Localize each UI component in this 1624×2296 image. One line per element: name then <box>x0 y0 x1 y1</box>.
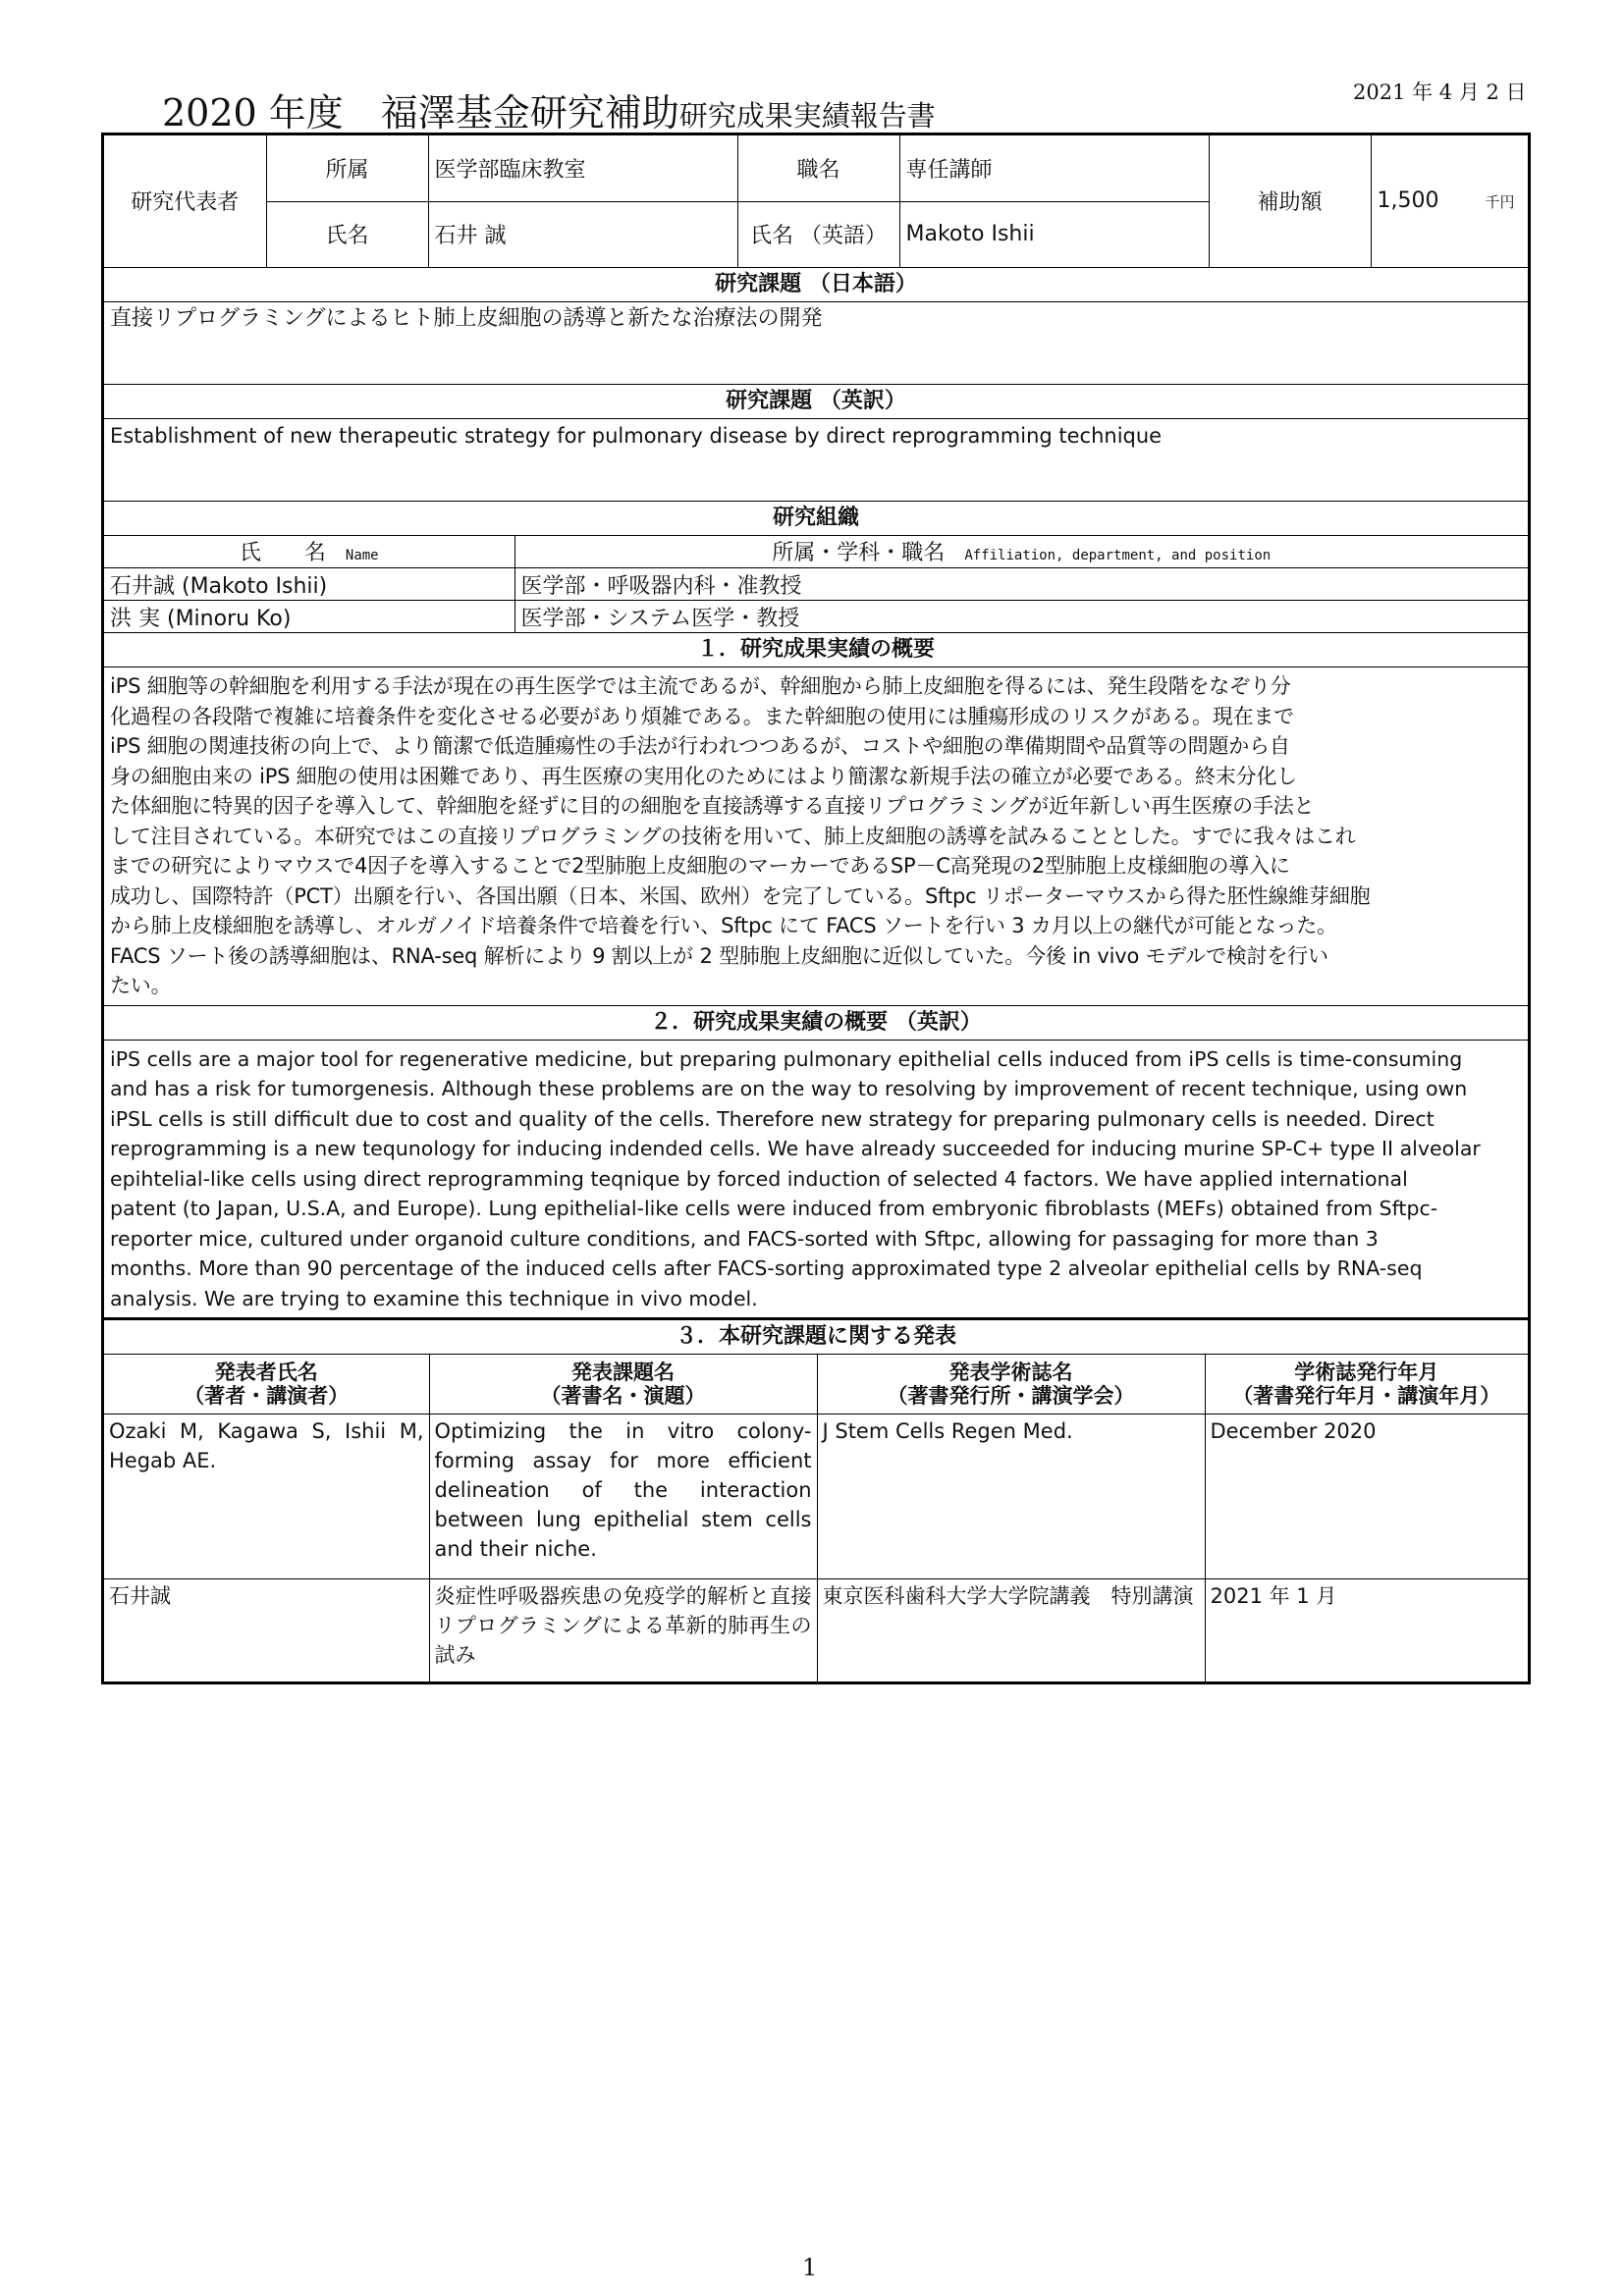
affiliation-label: 所属 <box>266 135 428 201</box>
summary-jp-line: 身の細胞由来の iPS 細胞の使用は困難であり、再生医療の実用化のためにはより簡潔な新規手法の確立が必要である。終末分化し <box>110 764 1297 788</box>
representative-info-table <box>104 135 1528 268</box>
pub-col-authors <box>104 1355 429 1414</box>
summary-jp-line: 化過程の各段階で複雑に培養条件を変化させる必要があり煩雑である。また幹細胞の使用には腫瘍形成のリスクがある。現在まで <box>110 704 1294 728</box>
report-title <box>162 82 936 136</box>
page-number: 1 <box>802 2254 818 2281</box>
pub-date: 2021 年 1 月 <box>1205 1578 1528 1682</box>
name-en-label: 氏名 （英語） <box>737 201 899 267</box>
name-label: 氏名 <box>266 201 428 267</box>
summary-jp-line: FACS ソート後の誘導細胞は、RNA-seq 解析により 9 割以上が 2 型肺胞上皮細胞に近似していた。今後 in vivo モデルで検討を行い <box>110 943 1328 968</box>
org-col-affil-jp: 所属・学科・職名 <box>772 541 946 566</box>
position-label: 職名 <box>737 135 899 201</box>
table-row <box>104 1414 1528 1578</box>
topic-jp-text: 直接リプログラミングによるヒト肺上皮細胞の誘導と新たな治療法の開発 <box>104 302 1528 385</box>
summary-jp-body <box>104 667 1528 1006</box>
representative-label: 研究代表者 <box>104 135 266 267</box>
publications-table <box>104 1355 1528 1682</box>
summary-en-line: epihtelial-like cells using direct reprogramming teqnique by forced induction of selected 4 factors. We have applied international <box>110 1166 1408 1191</box>
member-name: 洪 実 (Minoru Ko) <box>104 601 514 633</box>
summary-en-heading: ２．研究成果実績の概要 （英訳） <box>104 1006 1528 1041</box>
pub-journal: 東京医科歯科大学大学院講義 特別講演 <box>817 1578 1205 1682</box>
report-title-sub: 研究成果実績報告書 <box>678 99 936 133</box>
summary-en-line: iPS cells are a major tool for regenerative medicine, but preparing pulmonary epithelial cells induced from iPS cells is time-consuming <box>110 1046 1463 1071</box>
summary-jp-line: iPS 細胞等の幹細胞を利用する手法が現在の再生医学では主流であるが、幹細胞から肺上皮細胞を得るには、発生段階をなぞり分 <box>110 674 1291 698</box>
summary-jp-line: iPS 細胞の関連技術の向上で、より簡潔で低造腫瘍性の手法が行われつつあるが、コストや細胞の準備期間や品質等の問題から自 <box>110 734 1290 758</box>
report-form <box>101 133 1531 1684</box>
grant-label: 補助額 <box>1209 135 1371 267</box>
member-affil: 医学部・システム医学・教授 <box>514 601 1528 633</box>
summary-jp-line: から肺上皮様細胞を誘導し、オルガノイド培養条件で培養を行い、Sftpc にて FACS ソートを行い 3 カ月以上の継代が可能となった。 <box>110 914 1337 937</box>
position-value: 専任講師 <box>899 135 1209 201</box>
report-title-main: 2020 年度 福澤基金研究補助 <box>162 91 679 134</box>
member-name: 石井誠 (Makoto Ishii) <box>104 568 514 601</box>
topic-en-heading: 研究課題 （英訳） <box>104 385 1528 419</box>
table-row <box>104 568 1528 601</box>
table-row <box>104 1578 1528 1682</box>
report-date: 2021 年 4 月 2 日 <box>1353 80 1527 104</box>
pub-col-date-2: （著書発行年月・講演年月） <box>1232 1383 1501 1408</box>
topic-en-text: Establishment of new therapeutic strategy for pulmonary disease by direct reprogramming technique <box>104 419 1528 502</box>
summary-en-line: and has a risk for tumorgenesis. Although these problems are on the way to resolving by improvement of recent technique, using own <box>110 1077 1468 1100</box>
topic-jp-heading: 研究課題 （日本語） <box>104 268 1528 302</box>
summary-jp-line: た体細胞に特異的因子を導入して、幹細胞を経ずに目的の細胞を直接誘導する直接リプログラミングが近年新しい再生医療の手法と <box>110 794 1315 818</box>
pub-title: 炎症性呼吸器疾患の免疫学的解析と直接リプログラミングによる革新的肺再生の試み <box>429 1578 817 1682</box>
pub-date: December 2020 <box>1205 1414 1528 1578</box>
org-col-affil <box>514 536 1528 568</box>
org-col-name-en: Name <box>345 548 379 564</box>
org-col-affil-en: Affiliation, department, and position <box>964 548 1272 564</box>
pub-authors: Ozaki M, Kagawa S, Ishii M, Hegab AE. <box>104 1414 429 1578</box>
pub-col-journal-1: 発表学術誌名 <box>948 1360 1073 1384</box>
org-col-name-jp: 氏 名 <box>239 541 326 566</box>
name-value: 石井 誠 <box>428 201 737 267</box>
pub-title: Optimizing the in vitro colony-forming assay for more efficient delineation of the interaction between lung epithelial stem cells and their niche. <box>429 1414 817 1578</box>
summary-jp-line: して注目されている。本研究ではこの直接リプログラミングの技術を用いて、肺上皮細胞の誘導を試みることとした。すでに我々はこれ <box>110 824 1356 848</box>
pub-col-title <box>429 1355 817 1414</box>
pub-col-journal <box>817 1355 1205 1414</box>
summary-en-line: reprogramming is a new tequnology for inducing indended cells. We have already succeeded for inducing murine SP-C+ type II alveolar <box>110 1137 1481 1160</box>
summary-en-body <box>104 1041 1528 1319</box>
pub-journal: J Stem Cells Regen Med. <box>817 1414 1205 1578</box>
pub-col-authors-2: （著者・講演者） <box>184 1383 350 1408</box>
publications-heading: ３．本研究課題に関する発表 <box>104 1318 1528 1355</box>
grant-amount <box>1371 135 1528 267</box>
member-affil: 医学部・呼吸器内科・准教授 <box>514 568 1528 601</box>
pub-col-date <box>1205 1355 1528 1414</box>
pub-col-title-1: 発表課題名 <box>571 1360 675 1384</box>
summary-jp-line: 成功し、国際特許（PCT）出願を行い、各国出願（日本、米国、欧州）を完了している。Sftpc リポーターマウスから得た胚性線維芽細胞 <box>110 883 1371 908</box>
summary-en-line: analysis. We are trying to examine this technique in vivo model. <box>110 1286 758 1310</box>
summary-en-line: months. More than 90 percentage of the induced cells after FACS-sorting approximated type 2 alveolar epithelial cells by RNA-seq <box>110 1256 1423 1280</box>
org-col-name <box>104 536 514 568</box>
summary-en-line: patent (to Japan, U.S.A, and Europe). Lung epithelial-like cells were induced from embryonic fibroblasts (MEFs) obtained from Sftpc- <box>110 1197 1438 1220</box>
summary-jp-heading: １．研究成果実績の概要 <box>104 633 1528 667</box>
affiliation-value: 医学部臨床教室 <box>428 135 737 201</box>
pub-col-date-1: 学術誌発行年月 <box>1294 1360 1439 1384</box>
name-en-value: Makoto Ishii <box>899 201 1209 267</box>
pub-col-title-2: （著書名・演題） <box>540 1383 706 1408</box>
summary-en-line: iPSL cells is still difficult due to cost and quality of the cells. Therefore new strategy for preparing pulmonary cells is needed. Direct <box>110 1106 1435 1131</box>
organization-heading: 研究組織 <box>104 502 1528 536</box>
pub-col-authors-1: 発表者氏名 <box>214 1360 318 1384</box>
grant-value: 1,500 <box>1377 188 1439 214</box>
grant-unit: 千円 <box>1485 193 1515 212</box>
table-row <box>104 601 1528 633</box>
summary-jp-line: までの研究によりマウスで4因子を導入することで2型肺胞上皮細胞のマーカーであるSP－C高発現の2型肺胞上皮様細胞の導入に <box>110 854 1290 878</box>
summary-en-line: reporter mice, cultured under organoid culture conditions, and FACS-sorted with Sftpc, allowing for passaging for more than 3 <box>110 1226 1379 1251</box>
pub-authors: 石井誠 <box>104 1578 429 1682</box>
organization-table <box>104 536 1528 634</box>
pub-col-journal-2: （著書発行所・講演学会） <box>887 1383 1135 1408</box>
summary-jp-line: たい。 <box>110 974 172 997</box>
